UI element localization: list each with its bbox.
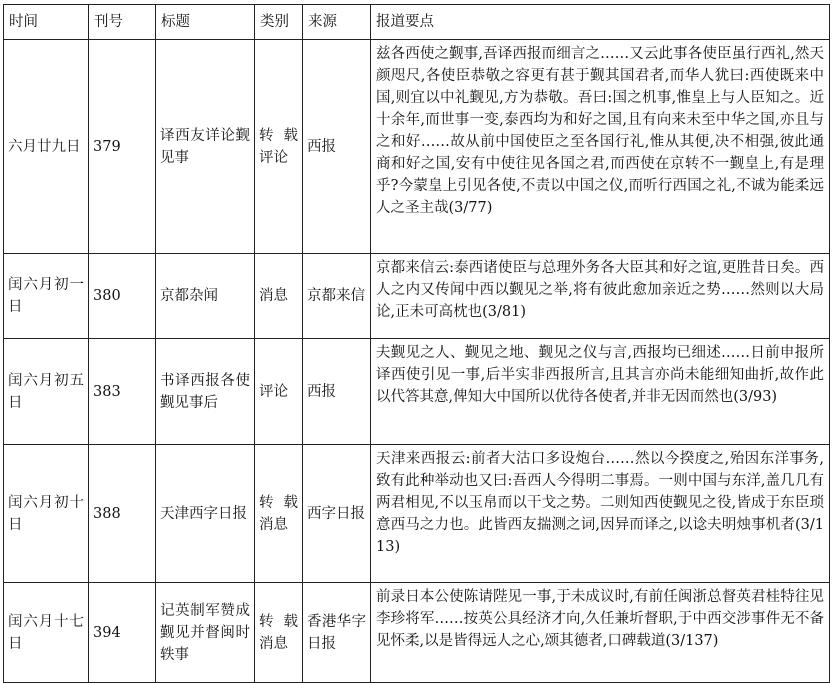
table-row [4,339,830,445]
cell-number: 380 [89,254,156,339]
cell-summary: 京都来信云:泰西诸使臣与总理外务各大臣其和好之谊,更胜昔日矣。西人之内又传闻中西以觐见之举,将有彼此愈加亲近之势……然则以大局论,正未可高枕也(3/81) [371,254,830,339]
news-table [3,4,830,683]
table-row [4,254,830,339]
cell-source: 西报 [303,40,371,254]
cell-title: 译西友详论觐见事 [156,40,255,254]
header-row [4,5,830,40]
cell-category: 转载消息 [255,583,303,683]
cell-summary: 兹各西使之觐事,吾译西报而细言之……又云此事各使臣虽行西礼,然天颜咫尺,各使臣恭敬之容更有甚于觐其国君者,而华人犹曰:西使既来中国,则宜以中礼觐见,方为恭敬。吾曰:国之机事,惟皇上与人臣知之。近十余年,而世事一变,泰西均为和好之国,且有向来未至中华之国,亦且与之和好……故从前中国使臣之至各国行礼,惟从其便,决不相强,彼此通商和好之国,安有中使往见各国之君,而西使在京转不一觐皇上,有是理乎?今蒙皇上引见各使,不责以中国之仪,而听行西国之礼,不诚为能柔远人之圣主哉(3/77) [371,40,830,254]
table-row [4,583,830,683]
cell-source: 香港华字日报 [303,583,371,683]
cell-title: 京都杂闻 [156,254,255,339]
cell-date: 六月廿九日 [4,40,89,254]
cell-number: 379 [89,40,156,254]
table-row [4,445,830,583]
header-date: 时间 [4,5,89,40]
cell-title: 书译西报各使觐见事后 [156,339,255,445]
cell-category: 转载评论 [255,40,303,254]
cell-summary: 天津来西报云:前者大沽口多设炮台……然以今揆度之,殆因东洋事务,致有此种举动也又曰:吾西人今得明二事焉。一则中国与东洋,盖几几有两君相见,不以玉帛而以干戈之势。二则知西使觐见之役,皆成于东臣琐意西马之力也。此皆西友揣测之词,因异而译之,以谂夫明烛事机者(3/113) [371,445,830,583]
cell-date: 闰六月十七日 [4,583,89,683]
cell-summary: 前录日本公使陈请陛见一事,于未成议时,有前任闽浙总督英君桂特往见李珍将军……按英公具经济才向,久任兼圻督职,于中西交涉事件无不备见怀柔,以是皆得远人之心,颂其德者,口碑载道(3/137) [371,583,830,683]
header-category: 类别 [255,5,303,40]
header-title: 标题 [156,5,255,40]
cell-title: 天津西字日报 [156,445,255,583]
cell-source: 京都来信 [303,254,371,339]
cell-number: 388 [89,445,156,583]
header-number: 刊号 [89,5,156,40]
cell-date: 闰六月初一日 [4,254,89,339]
cell-date: 闰六月初五日 [4,339,89,445]
cell-number: 394 [89,583,156,683]
cell-number: 383 [89,339,156,445]
cell-source: 西字日报 [303,445,371,583]
header-source: 来源 [303,5,371,40]
cell-source: 西报 [303,339,371,445]
table-row [4,40,830,254]
cell-title: 记英制军赞成觐见并督闽时轶事 [156,583,255,683]
cell-category: 评论 [255,339,303,445]
header-summary: 报道要点 [371,5,830,40]
cell-category: 消息 [255,254,303,339]
cell-category: 转载消息 [255,445,303,583]
cell-date: 闰六月初十日 [4,445,89,583]
cell-summary: 夫觐见之人、觐见之地、觐见之仪与言,西报均已细述……日前申报所译西使引见一事,后半实非西报所言,且其言亦尚未能细知曲折,故作此以代答其意,俾知大中国所以优待各使者,并非无因而然也(3/93) [371,339,830,445]
